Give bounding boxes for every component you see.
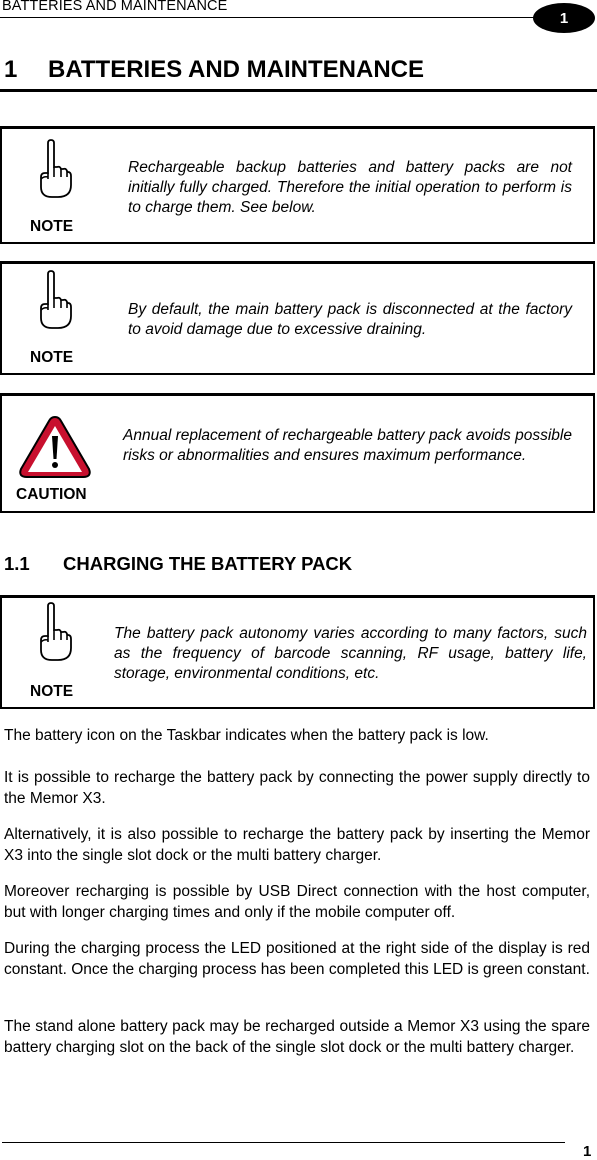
note-label: NOTE <box>30 218 74 235</box>
body-paragraph: During the charging process the LED positioned at the right side of the display is red constant. Once the charging process has been completed this LED is green constant. <box>4 940 590 978</box>
running-header-title: BATTERIES AND MAINTENANCE <box>2 0 228 14</box>
note-text: Rechargeable backup batteries and battery packs are not initially fully charged. Therefore the initial operation to perform is to charge them. See below. <box>128 159 572 216</box>
pointing-hand-icon <box>36 139 72 201</box>
body-paragraph: The battery icon on the Taskbar indicates when the battery pack is low. <box>4 727 489 744</box>
note-text: By default, the main battery pack is disconnected at the factory to avoid damage due to excessive draining. <box>128 301 572 338</box>
pointing-hand-icon <box>36 270 72 332</box>
note-label: NOTE <box>30 349 74 366</box>
note-label: NOTE <box>30 683 74 700</box>
section-heading <box>4 553 352 575</box>
note-box <box>0 261 595 375</box>
caution-label: CAUTION <box>16 486 87 503</box>
page-number: 1 <box>583 1143 592 1160</box>
chapter-number: 1 <box>4 56 18 83</box>
warning-icon <box>18 414 92 480</box>
body-paragraph: Alternatively, it is also possible to recharge the battery pack by inserting the Memor X3 into the single slot dock or the multi battery charger. <box>4 826 590 864</box>
section-title: CHARGING THE BATTERY PACK <box>63 553 353 574</box>
pointing-hand-icon <box>36 602 72 664</box>
footer-rule <box>2 1142 565 1143</box>
body-paragraph: The stand alone battery pack may be recharged outside a Memor X3 using the spare battery charging slot on the back of the single slot dock or the multi battery charger. <box>4 1018 590 1056</box>
section-number: 1.1 <box>4 553 30 574</box>
note-text: The battery pack autonomy varies according to many factors, such as the frequency of barcode scanning, RF usage, battery life, storage, environmental conditions, etc. <box>114 625 587 682</box>
body-paragraph: It is possible to recharge the battery pack by connecting the power supply directly to the Memor X3. <box>4 769 590 807</box>
note-box <box>0 595 595 709</box>
chapter-badge: 1 <box>533 3 595 33</box>
header-rule <box>0 17 534 18</box>
chapter-heading <box>4 56 424 84</box>
caution-box <box>0 393 595 513</box>
note-box <box>0 126 595 244</box>
body-paragraph: Moreover recharging is possible by USB Direct connection with the host computer, but with longer charging times and only if the mobile computer off. <box>4 883 590 921</box>
chapter-title: BATTERIES AND MAINTENANCE <box>48 56 424 83</box>
caution-text: Annual replacement of rechargeable battery pack avoids possible risks or abnormalities and ensures maximum performance. <box>123 427 572 464</box>
chapter-rule <box>0 89 597 92</box>
